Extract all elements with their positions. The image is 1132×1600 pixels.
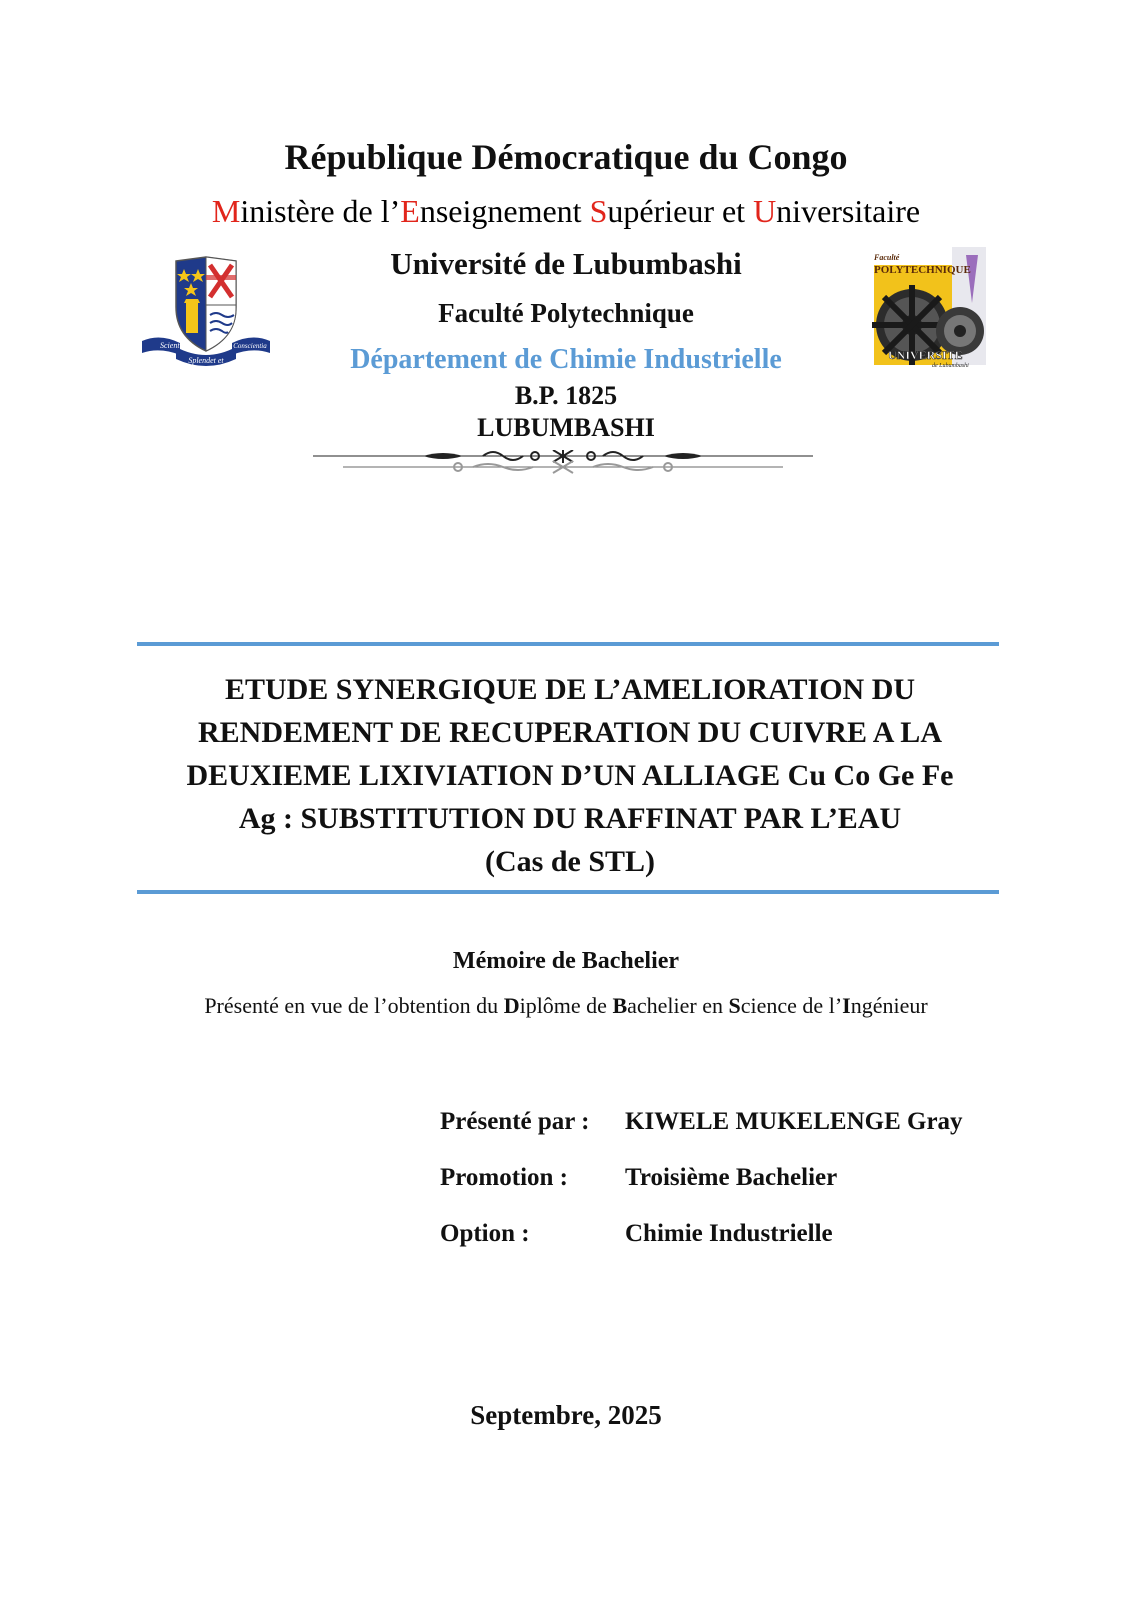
- ornamental-divider: [313, 450, 813, 483]
- presenter-value: KIWELE MUKELENGE Gray: [625, 1108, 963, 1135]
- title-line: Ag : SUBSTITUTION DU RAFFINAT PAR L’EAU: [238, 802, 902, 835]
- country-heading: République Démocratique du Congo: [284, 137, 848, 177]
- date-text: Septembre, 2025: [470, 1400, 662, 1430]
- memoire-heading: Mémoire de Bachelier: [452, 948, 680, 974]
- option-label: Option :: [440, 1220, 530, 1247]
- university-crest-logo: [140, 255, 272, 375]
- title-bottom-rule: [137, 890, 999, 894]
- ministry-initial: U: [753, 193, 777, 229]
- title-line: ETUDE SYNERGIQUE DE L’AMELIORATION DU: [224, 673, 916, 706]
- diploma-text: cience de l’: [740, 993, 843, 1018]
- presenter-label: Présenté par :: [440, 1108, 590, 1135]
- diploma-initial: D: [503, 993, 520, 1018]
- promotion-value: Troisième Bachelier: [625, 1164, 838, 1191]
- diploma-text: Présenté en vue de l’obtention du: [204, 993, 504, 1018]
- ministry-text: inistère de l’: [240, 193, 401, 229]
- promotion-label: Promotion :: [440, 1164, 568, 1191]
- diploma-statement: [0, 993, 1132, 1019]
- ministry-initial: E: [400, 193, 420, 229]
- ministry-heading: [0, 193, 1132, 230]
- university-crest-icon: [140, 255, 272, 370]
- faculty-heading: Faculté Polytechnique: [438, 298, 694, 328]
- ministry-initial: S: [589, 193, 608, 229]
- ministry-text: nseignement: [419, 193, 590, 229]
- crest-ribbon-right: Conscientia: [233, 342, 267, 350]
- logo-top-small: Faculté: [874, 253, 900, 262]
- logo-bottom-small: de Lubumbashi: [932, 363, 969, 369]
- title-top-rule: [137, 642, 999, 646]
- diploma-text: iplôme de: [519, 993, 613, 1018]
- city-name: LUBUMBASHI: [477, 413, 655, 442]
- polytechnique-gear-logo-icon: [868, 243, 992, 375]
- department-heading: Département de Chimie Industrielle: [350, 344, 782, 375]
- ministry-text: niversitaire: [776, 193, 921, 229]
- title-line: RENDEMENT DE RECUPERATION DU CUIVRE A LA: [198, 716, 942, 749]
- title-line: DEUXIEME LIXIVIATION D’UN ALLIAGE Cu Co Ge Fe: [186, 759, 954, 792]
- diploma-initial: S: [728, 993, 741, 1018]
- crest-ribbon-left: Scientia: [160, 341, 186, 350]
- diploma-initial: I: [842, 993, 851, 1018]
- crest-ribbon-center: Splendet et: [188, 356, 224, 365]
- option-value: Chimie Industrielle: [625, 1220, 833, 1247]
- ministry-text: upérieur et: [607, 193, 754, 229]
- flourish-divider-icon: [313, 450, 813, 478]
- logo-top-text: POLYTECHNIQUE: [874, 264, 971, 276]
- university-heading: Université de Lubumbashi: [390, 246, 742, 281]
- diploma-initial: B: [612, 993, 628, 1018]
- logo-bottom-text: UNIVERSITE: [888, 348, 963, 362]
- diploma-text: ngénieur: [850, 993, 928, 1018]
- postal-box: B.P. 1825: [514, 381, 618, 410]
- ministry-initial: M: [211, 193, 241, 229]
- title-line: (Cas de STL): [484, 845, 656, 878]
- faculty-logo: [868, 243, 992, 380]
- diploma-text: achelier en: [627, 993, 729, 1018]
- thesis-title: [130, 668, 1010, 883]
